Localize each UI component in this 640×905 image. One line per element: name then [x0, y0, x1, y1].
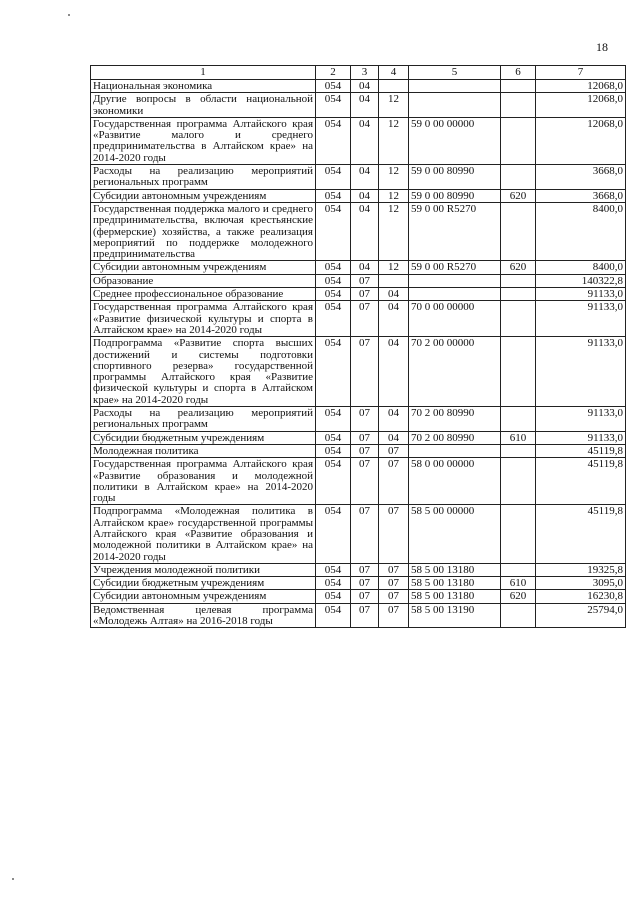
cell-sum: 45119,8 — [536, 505, 626, 563]
cell-pr: 12 — [379, 165, 409, 190]
col-header-grbs: 2 — [316, 66, 351, 80]
cell-rz: 04 — [351, 117, 379, 164]
cell-vr — [501, 93, 536, 118]
cell-rz: 07 — [351, 603, 379, 628]
cell-csr: 58 5 00 13180 — [409, 577, 501, 590]
cell-grbs: 054 — [316, 165, 351, 190]
cell-grbs: 054 — [316, 80, 351, 93]
table-row — [91, 202, 626, 260]
table-row — [91, 274, 626, 287]
cell-grbs: 054 — [316, 505, 351, 563]
cell-rz: 07 — [351, 505, 379, 563]
cell-name: Другие вопросы в области национальной экономики — [91, 93, 316, 118]
cell-name: Субсидии бюджетным учреждениям — [91, 577, 316, 590]
cell-name: Субсидии автономным учреждениям — [91, 261, 316, 274]
cell-pr: 07 — [379, 505, 409, 563]
cell-name: Молодежная политика — [91, 444, 316, 457]
cell-grbs: 054 — [316, 563, 351, 576]
cell-grbs: 054 — [316, 407, 351, 432]
cell-sum: 3668,0 — [536, 189, 626, 202]
cell-csr — [409, 444, 501, 457]
cell-grbs: 054 — [316, 590, 351, 603]
cell-rz: 07 — [351, 563, 379, 576]
col-header-pr: 4 — [379, 66, 409, 80]
cell-sum: 3095,0 — [536, 577, 626, 590]
cell-name: Субсидии автономным учреждениям — [91, 590, 316, 603]
cell-vr — [501, 563, 536, 576]
cell-grbs: 054 — [316, 301, 351, 337]
cell-vr — [501, 444, 536, 457]
cell-rz: 04 — [351, 93, 379, 118]
cell-pr — [379, 80, 409, 93]
cell-grbs: 054 — [316, 337, 351, 407]
cell-rz: 04 — [351, 80, 379, 93]
cell-vr — [501, 117, 536, 164]
cell-vr — [501, 407, 536, 432]
cell-pr: 07 — [379, 563, 409, 576]
cell-name: Национальная экономика — [91, 80, 316, 93]
cell-rz: 04 — [351, 165, 379, 190]
table-row — [91, 505, 626, 563]
cell-sum: 91133,0 — [536, 431, 626, 444]
cell-grbs: 054 — [316, 202, 351, 260]
cell-vr — [501, 505, 536, 563]
cell-rz: 07 — [351, 444, 379, 457]
cell-pr: 12 — [379, 93, 409, 118]
cell-name: Образование — [91, 274, 316, 287]
cell-grbs: 054 — [316, 93, 351, 118]
cell-vr — [501, 301, 536, 337]
cell-csr — [409, 80, 501, 93]
cell-rz: 07 — [351, 407, 379, 432]
cell-name: Расходы на реализацию мероприятий региональных программ — [91, 407, 316, 432]
cell-pr — [379, 274, 409, 287]
cell-sum: 12068,0 — [536, 93, 626, 118]
cell-csr: 58 5 00 13190 — [409, 603, 501, 628]
cell-pr: 12 — [379, 202, 409, 260]
cell-csr: 70 2 00 80990 — [409, 407, 501, 432]
table-row — [91, 444, 626, 457]
cell-grbs: 054 — [316, 431, 351, 444]
cell-csr: 59 0 00 R5270 — [409, 261, 501, 274]
cell-pr: 07 — [379, 577, 409, 590]
cell-sum: 91133,0 — [536, 407, 626, 432]
cell-csr — [409, 93, 501, 118]
cell-name: Субсидии бюджетным учреждениям — [91, 431, 316, 444]
cell-sum: 25794,0 — [536, 603, 626, 628]
cell-pr: 04 — [379, 337, 409, 407]
table-row — [91, 80, 626, 93]
cell-grbs: 054 — [316, 603, 351, 628]
cell-rz: 04 — [351, 202, 379, 260]
col-header-sum: 7 — [536, 66, 626, 80]
table-row — [91, 603, 626, 628]
cell-pr: 04 — [379, 301, 409, 337]
cell-vr — [501, 288, 536, 301]
cell-vr: 620 — [501, 261, 536, 274]
cell-vr — [501, 274, 536, 287]
cell-rz: 07 — [351, 301, 379, 337]
cell-csr: 70 0 00 00000 — [409, 301, 501, 337]
cell-name: Субсидии автономным учреждениям — [91, 189, 316, 202]
cell-pr: 07 — [379, 603, 409, 628]
cell-name: Государственная программа Алтайского края «Развитие образования и молодежной политики в Алтайском крае» на 2014-2020 годы — [91, 458, 316, 505]
cell-csr: 59 0 00 00000 — [409, 117, 501, 164]
cell-sum: 91133,0 — [536, 301, 626, 337]
cell-pr: 12 — [379, 117, 409, 164]
cell-pr: 04 — [379, 407, 409, 432]
cell-pr: 07 — [379, 590, 409, 603]
table-row — [91, 301, 626, 337]
cell-grbs: 054 — [316, 444, 351, 457]
table-row — [91, 458, 626, 505]
cell-vr — [501, 202, 536, 260]
cell-csr: 59 0 00 R5270 — [409, 202, 501, 260]
cell-csr — [409, 288, 501, 301]
cell-vr: 610 — [501, 577, 536, 590]
cell-name: Учреждения молодежной политики — [91, 563, 316, 576]
table-row — [91, 407, 626, 432]
header-row — [91, 66, 626, 80]
col-header-name: 1 — [91, 66, 316, 80]
page-number: 18 — [596, 40, 608, 54]
cell-csr: 58 5 00 00000 — [409, 505, 501, 563]
cell-name: Подпрограмма «Развитие спорта высших достижений и системы подготовки спортивного резерва» государственной программы Алтайского края «Развитие физической культуры и спорта в Алтайском крае» на 2014-2020 годы — [91, 337, 316, 407]
cell-rz: 07 — [351, 577, 379, 590]
cell-vr — [501, 337, 536, 407]
cell-name: Государственная программа Алтайского края «Развитие малого и среднего предпринимательства в Алтайском крае» на 2014-2020 годы — [91, 117, 316, 164]
cell-vr: 620 — [501, 590, 536, 603]
cell-rz: 04 — [351, 189, 379, 202]
cell-name: Государственная программа Алтайского края «Развитие физической культуры и спорта в Алтайском крае» на 2014-2020 годы — [91, 301, 316, 337]
col-header-rz: 3 — [351, 66, 379, 80]
cell-rz: 07 — [351, 274, 379, 287]
cell-sum: 16230,8 — [536, 590, 626, 603]
table-row — [91, 189, 626, 202]
cell-csr: 70 2 00 80990 — [409, 431, 501, 444]
cell-csr: 58 5 00 13180 — [409, 590, 501, 603]
cell-sum: 12068,0 — [536, 117, 626, 164]
table-row — [91, 117, 626, 164]
col-header-vr: 6 — [501, 66, 536, 80]
cell-sum: 91133,0 — [536, 337, 626, 407]
cell-sum: 3668,0 — [536, 165, 626, 190]
cell-vr — [501, 165, 536, 190]
cell-rz: 04 — [351, 261, 379, 274]
table-row — [91, 261, 626, 274]
cell-pr: 12 — [379, 261, 409, 274]
budget-table — [90, 65, 626, 628]
col-header-csr: 5 — [409, 66, 501, 80]
scan-speck — [68, 14, 70, 16]
cell-vr: 610 — [501, 431, 536, 444]
cell-pr: 07 — [379, 444, 409, 457]
scan-speck — [12, 878, 14, 880]
cell-vr — [501, 458, 536, 505]
cell-csr: 59 0 00 80990 — [409, 165, 501, 190]
cell-rz: 07 — [351, 288, 379, 301]
cell-name: Государственная поддержка малого и среднего предпринимательства, включая крестьянские (фермерские) хозяйства, а также реализация мероприятий по поддержке молодежного предпринимательства — [91, 202, 316, 260]
table-row — [91, 563, 626, 576]
table-row — [91, 590, 626, 603]
table-row — [91, 577, 626, 590]
cell-grbs: 054 — [316, 458, 351, 505]
cell-sum: 12068,0 — [536, 80, 626, 93]
cell-rz: 07 — [351, 431, 379, 444]
table-row — [91, 337, 626, 407]
cell-csr: 58 5 00 13180 — [409, 563, 501, 576]
cell-name: Ведомственная целевая программа «Молодежь Алтая» на 2016-2018 годы — [91, 603, 316, 628]
cell-csr: 58 0 00 00000 — [409, 458, 501, 505]
cell-sum: 45119,8 — [536, 458, 626, 505]
cell-sum: 140322,8 — [536, 274, 626, 287]
cell-vr: 620 — [501, 189, 536, 202]
cell-rz: 07 — [351, 458, 379, 505]
cell-sum: 19325,8 — [536, 563, 626, 576]
cell-sum: 8400,0 — [536, 202, 626, 260]
cell-vr — [501, 80, 536, 93]
cell-csr: 70 2 00 00000 — [409, 337, 501, 407]
table-row — [91, 165, 626, 190]
table-row — [91, 93, 626, 118]
cell-sum: 45119,8 — [536, 444, 626, 457]
cell-grbs: 054 — [316, 577, 351, 590]
cell-rz: 07 — [351, 590, 379, 603]
cell-rz: 07 — [351, 337, 379, 407]
cell-grbs: 054 — [316, 274, 351, 287]
table-row — [91, 431, 626, 444]
cell-name: Расходы на реализацию мероприятий региональных программ — [91, 165, 316, 190]
table-row — [91, 288, 626, 301]
cell-name: Среднее профессиональное образование — [91, 288, 316, 301]
cell-grbs: 054 — [316, 189, 351, 202]
cell-sum: 8400,0 — [536, 261, 626, 274]
cell-csr: 59 0 00 80990 — [409, 189, 501, 202]
cell-pr: 04 — [379, 431, 409, 444]
cell-pr: 12 — [379, 189, 409, 202]
cell-csr — [409, 274, 501, 287]
cell-grbs: 054 — [316, 117, 351, 164]
cell-grbs: 054 — [316, 261, 351, 274]
cell-pr: 04 — [379, 288, 409, 301]
cell-sum: 91133,0 — [536, 288, 626, 301]
cell-name: Подпрограмма «Молодежная политика в Алтайском крае» государственной программы Алтайского края «Развитие образования и молодежной политики в Алтайском крае» на 2014-2020 годы — [91, 505, 316, 563]
cell-grbs: 054 — [316, 288, 351, 301]
cell-vr — [501, 603, 536, 628]
cell-pr: 07 — [379, 458, 409, 505]
